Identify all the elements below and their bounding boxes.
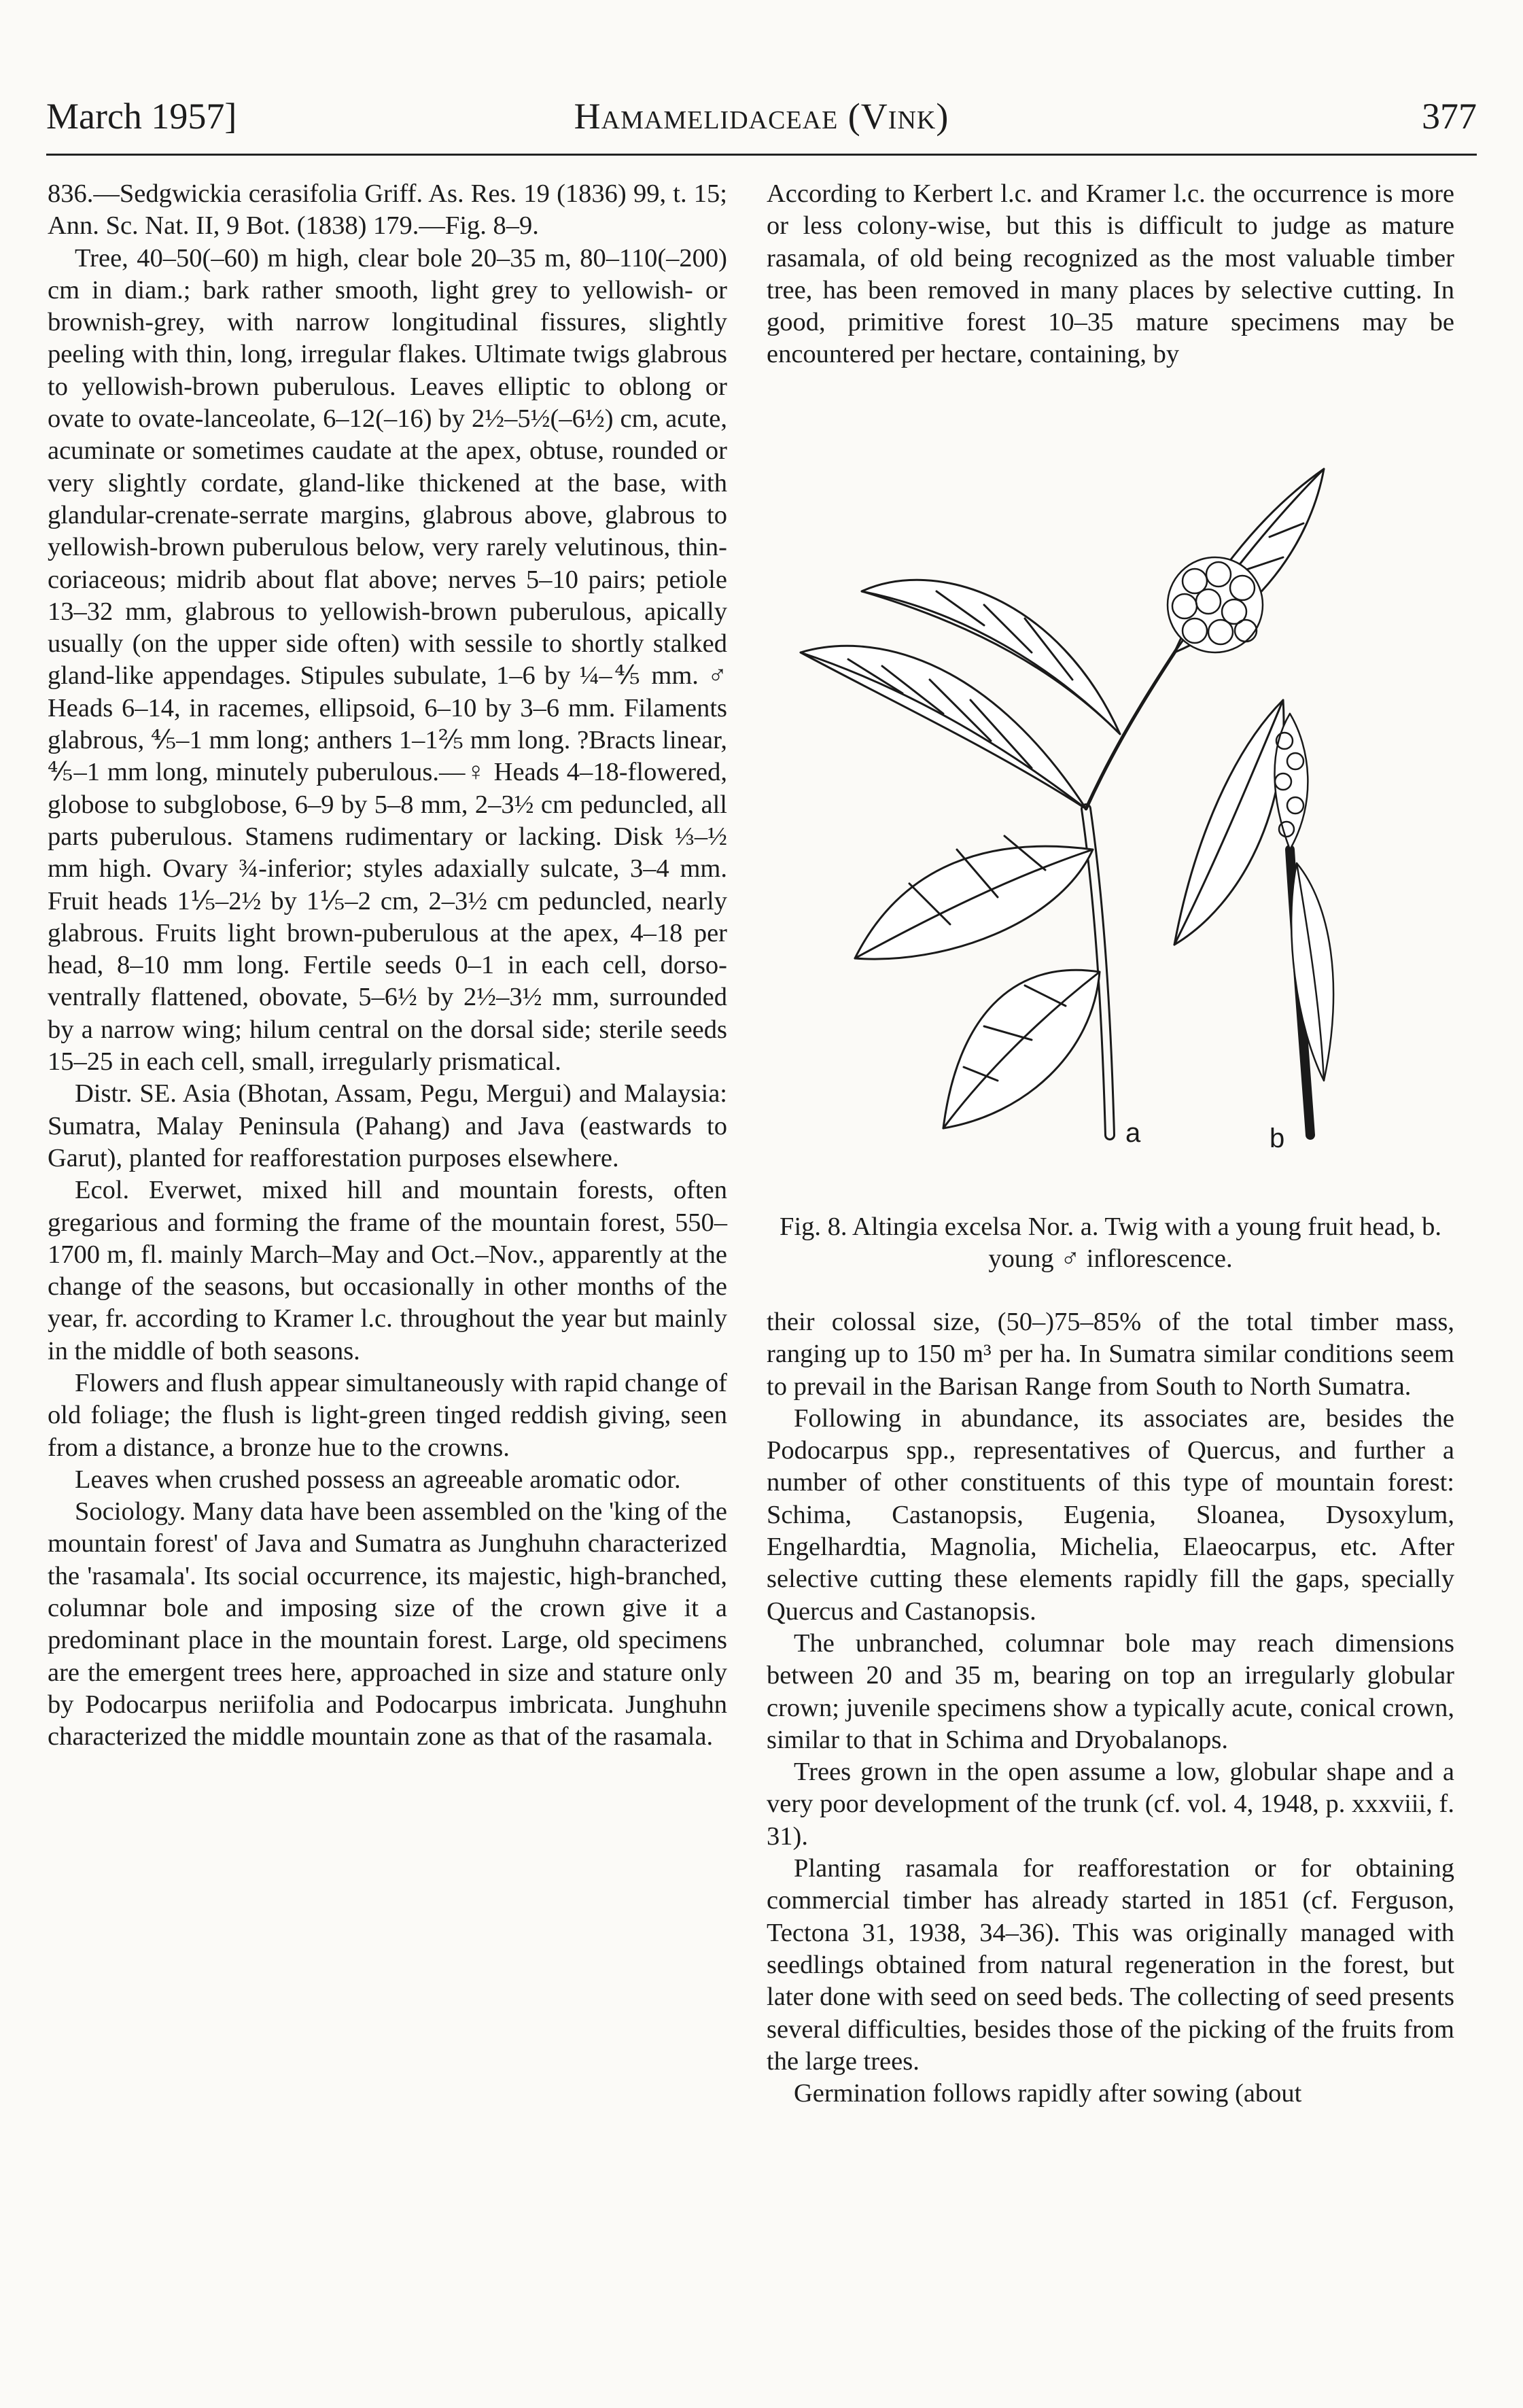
label-b: b (1270, 1123, 1285, 1153)
sociology-paragraph: Sociology. Many data have been assembled on the 'king of the mountain forest' of Java and Sumatra as Junghuhn characterized the 'rasamala'. Its social occurrence, its majestic, high-branched, columnar bole and imposing size of the crown give it a predominant place in the mountain forest. Large, old specimens are the emergent trees here, approached in size and stature only by Podocarpus neriifolia and Podocarpus imbricata. Junghuhn characterized the middle mountain zone as that of the rasamala. (48, 1497, 727, 1751)
male-inflorescence (1275, 714, 1308, 850)
altingia-twig-drawing (767, 428, 1454, 1203)
header-title-text: Hamamelidaceae (Vink) (574, 96, 949, 137)
bract-leaf (1291, 863, 1333, 1081)
planting-paragraph: Planting rasamala for reafforestation or for obtaining commercial timber has already started in 1851 (cf. Ferguson, Tectona 31, 1938, 34–36). This was originally managed with seedlings obtained from natural regeneration in the forest, but later done with seed on seed beds. The collecting of seed presents several difficulties, besides those of the picking of the fruits from the large trees. (767, 1854, 1454, 2076)
distribution-paragraph: Distr. SE. Asia (Bhotan, Assam, Pegu, Mergui) and Malaysia: Sumatra, Malay Peninsula (Pahang) and Java (eastwards to Garut), planted for reafforestation purposes elsewhere. (48, 1079, 727, 1172)
leaf-right (1174, 700, 1284, 945)
left-column (48, 178, 727, 1753)
leaf-mid-left (855, 836, 1093, 959)
right-column-top (767, 178, 1454, 371)
figure-caption: Fig. 8. Altingia excelsa Nor. a. Twig with a young fruit head, b. young ♂ inflorescence. (780, 1212, 1441, 1273)
botanical-illustration (767, 428, 1454, 1203)
header-date: March 1957] (46, 96, 237, 137)
fruit-head (1168, 557, 1263, 652)
species-citation: 836.—Sedgwickia cerasifolia Griff. As. Res. 19 (1836) 99, t. 15; Ann. Sc. Nat. II, 9 Bot. (1838) 179.—Fig. 8–9. (48, 179, 727, 241)
timber-paragraph: their colossal size, (50–)75–85% of the total timber mass, ranging up to 150 m³ per ha. In Sumatra similar conditions seem to prevail in the Barisan Range from South to North Sumatra. (767, 1308, 1454, 1401)
open-grown-paragraph: Trees grown in the open assume a low, globular shape and a very poor development of the trunk (cf. vol. 4, 1948, p. xxxviii, f. 31). (767, 1758, 1454, 1851)
germination-paragraph: Germination follows rapidly after sowing (about (794, 2079, 1302, 2108)
ecology-paragraph: Ecol. Everwet, mixed hill and mountain forests, often gregarious and forming the frame of the mountain forest, 550–1700 m, fl. mainly March–May and Oct.–Nov., apparently at the change of the seasons, but occasionally in other months of the year, fr. according to Kramer l.c. throughout the year but mainly in the middle of both seasons. (48, 1176, 727, 1365)
right-column-bottom (767, 1306, 1454, 2110)
bole-paragraph: The unbranched, columnar bole may reach dimensions between 20 and 35 m, bearing on top an irregularly globular crown; juvenile specimens show a typically acute, conical crown, similar to that in Schima and Dryobalanops. (767, 1628, 1454, 1754)
leaves-paragraph: Leaves when crushed possess an agreeable aromatic odor. (75, 1465, 681, 1494)
associates-paragraph: Following in abundance, its associates are, besides the Podocarpus spp., representatives of Quercus, and further a number of other constituents of this type of mountain forest: Schima, Castanopsis, Eugenia, Sloanea, Dysoxylum, Engelhardtia, Magnolia, Michelia, Elaeocarpus, etc. After selective cutting these elements rapidly fill the gaps, specially Quercus and Castanopsis. (767, 1403, 1454, 1626)
page-number: 377 (1422, 96, 1477, 137)
header-rule (46, 154, 1477, 156)
description-paragraph: Tree, 40–50(–60) m high, clear bole 20–35 m, 80–110(–200) cm in diam.; bark rather smooth, light grey to yellowish- or brownish-grey, with narrow longitudinal fissures, slightly peeling with thin, long, irregular flakes. Ultimate twigs glabrous to yellowish-brown puberulous. Leaves elliptic to oblong or ovate to ovate-lanceolate, 6–12(–16) by 2½–5½(–6½) cm, acute, acuminate or sometimes caudate at the apex, obtuse, rounded or very slightly cordate, gland-like thickened at the base, with glandular-crenate-serrate margins, glabrous above, glabrous to yellowish-brown puberulous below, very rarely velutinous, thin-coriaceous; midrib about flat above; nerves 5–10 pairs; petiole 13–32 mm, glabrous to yellowish-brown puberulous, apically usually (on the upper side often) with sessile to shortly stalked gland-like appendages. Stipules subulate, 1–6 by ¼–⅘ mm. ♂ Heads 6–14, in racemes, ellipsoid, 6–10 by 3–6 mm. Filaments glabrous, ⅘–1 mm long; anthers 1–1⅖ mm long. ?Bracts linear, ⅘–1 mm long, minutely puberulous.—♀ Heads 4–18-flowered, globose to subglobose, 6–9 by 5–8 mm, 2–3½ cm peduncled, all parts puberulous. Stamens rudimentary or lacking. Disk ⅓–½ mm high. Ovary ¾-inferior; styles adaxially sulcate, 3–4 mm. Fruit heads 1⅕–2½ by 1⅕–2 cm, 2–3½ cm peduncled, nearly glabrous. Fruits light brown-puberulous at the apex, 4–18 per head, 8–10 mm long. Fertile seeds 0–1 in each cell, dorso-ventrally flattened, obovate, 5–6½ by 2½–3½ mm, surrounded by a narrow wing; hilum central on the dorsal side; sterile seeds 15–25 in each cell, small, irregularly prismatical. (48, 243, 727, 1077)
running-header (46, 95, 1477, 150)
occurrence-paragraph: According to Kerbert l.c. and Kramer l.c. the occurrence is more or less colony-wise, but this is difficult to judge as mature rasamala, of old being recognized as the most valuable timber tree, has been removed in many places by selective cutting. In good, primitive forest 10–35 mature specimens may be encountered per hectare, containing, by (767, 179, 1454, 369)
flowers-paragraph: Flowers and flush appear simultaneously with rapid change of old foliage; the flush is light-green tinged reddish giving, seen from a distance, a bronze hue to the crowns. (48, 1368, 727, 1462)
label-a: a (1125, 1118, 1141, 1148)
leaf-lower-left (943, 970, 1100, 1128)
header-title (46, 95, 1477, 137)
